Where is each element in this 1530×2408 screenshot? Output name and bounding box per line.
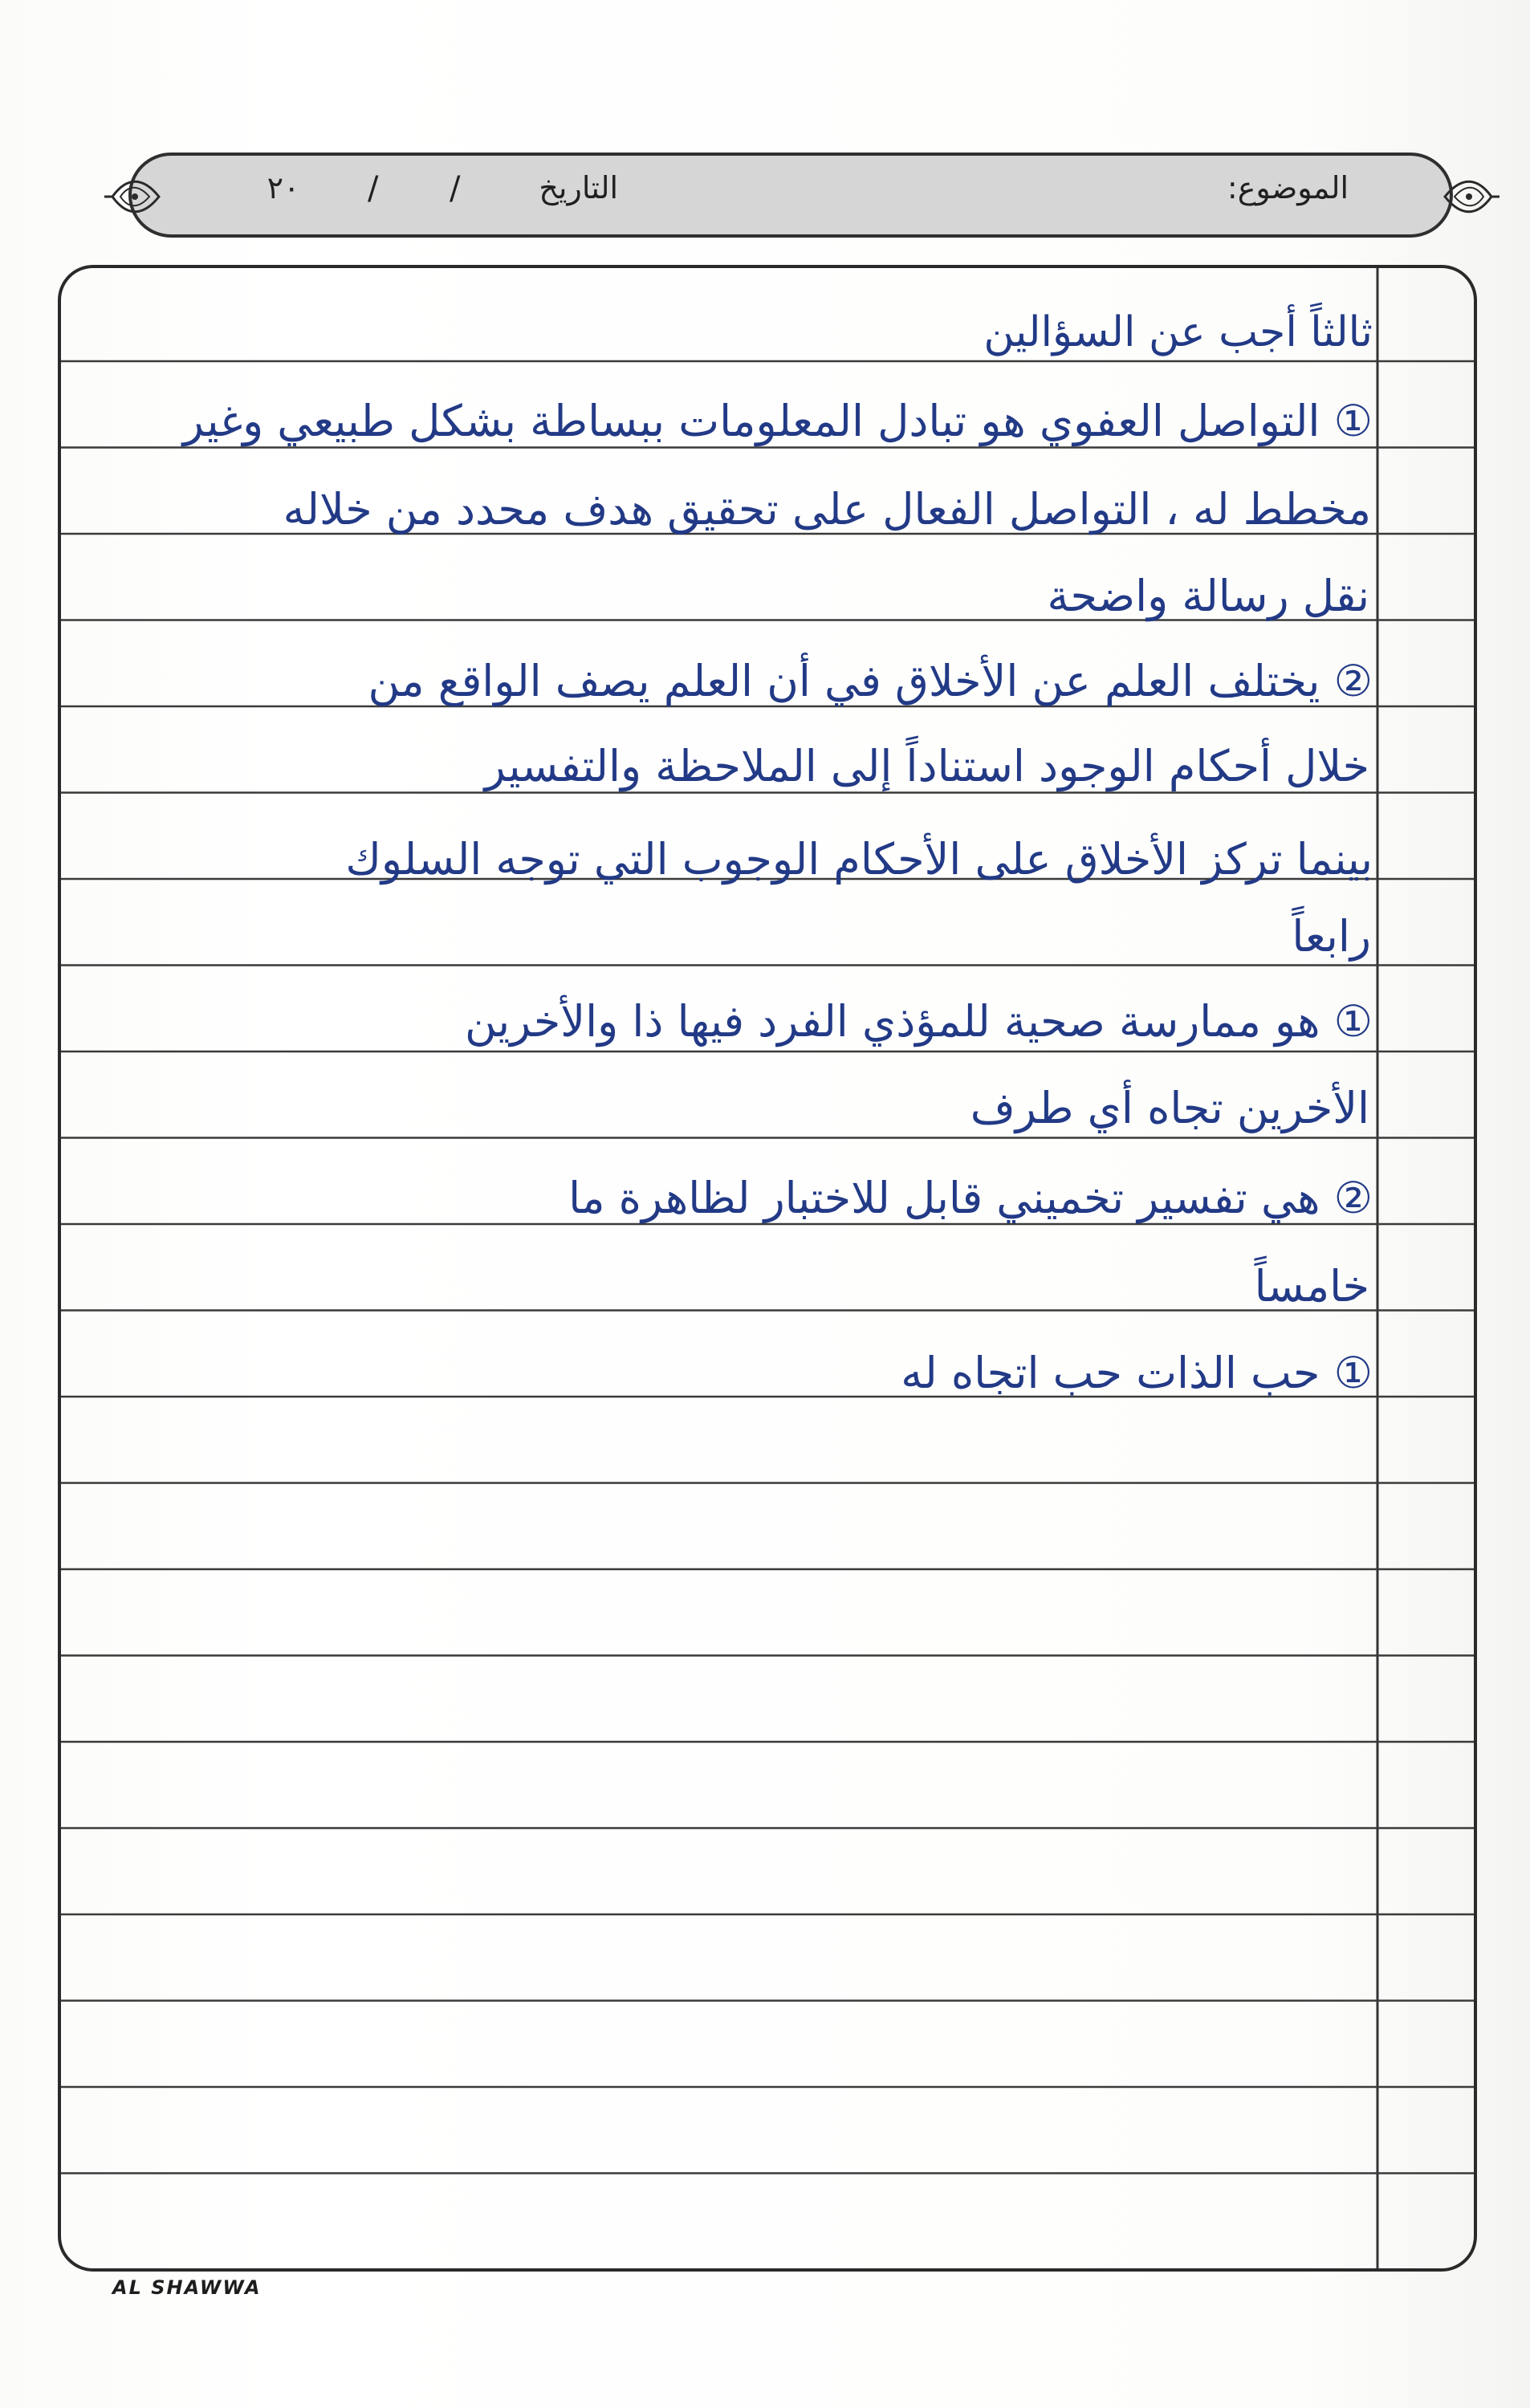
- date-label: التاريخ: [539, 170, 618, 205]
- handwritten-line: ① حب الذات حب اتجاه له: [901, 1348, 1373, 1398]
- handwritten-line: بينما تركز الأخلاق على الأحكام الوجوب التي توجه السلوك: [345, 834, 1373, 885]
- handwritten-line: ② هي تفسير تخميني قابل للاختبار لظاهرة ما: [568, 1173, 1373, 1223]
- date-separator: /: [368, 170, 379, 207]
- handwritten-line: ② يختلف العلم عن الأخلاق في أن العلم يصف الواقع من: [368, 656, 1373, 706]
- handwritten-heading: ثالثاً أجب عن السؤالين: [983, 308, 1373, 356]
- handwritten-line: خلال أحكام الوجود استناداً إلى الملاحظة والتفسير: [484, 741, 1369, 791]
- handwritten-line: الأخرين تجاه أي طرف: [970, 1083, 1369, 1133]
- date-year: ٢٠: [267, 170, 300, 205]
- handwritten-line: رابعاً: [1292, 911, 1371, 962]
- subject-label: الموضوع:: [1227, 170, 1349, 205]
- handwritten-line: ① هو ممارسة صحية للمؤذي الفرد فيها ذا والأخرين: [465, 996, 1373, 1047]
- handwritten-line: نقل رسالة واضحة: [1047, 571, 1369, 621]
- date-separator: /: [450, 170, 461, 207]
- handwritten-line: خامساً: [1254, 1261, 1369, 1312]
- handwritten-line: مخطط له ، التواصل الفعال على تحقيق هدف محدد من خلاله: [283, 484, 1371, 535]
- handwritten-line: ① التواصل العفوي هو تبادل المعلومات ببساطة بشكل طبيعي وغير: [182, 396, 1373, 446]
- brand-label: AL SHAWWA: [112, 2276, 262, 2299]
